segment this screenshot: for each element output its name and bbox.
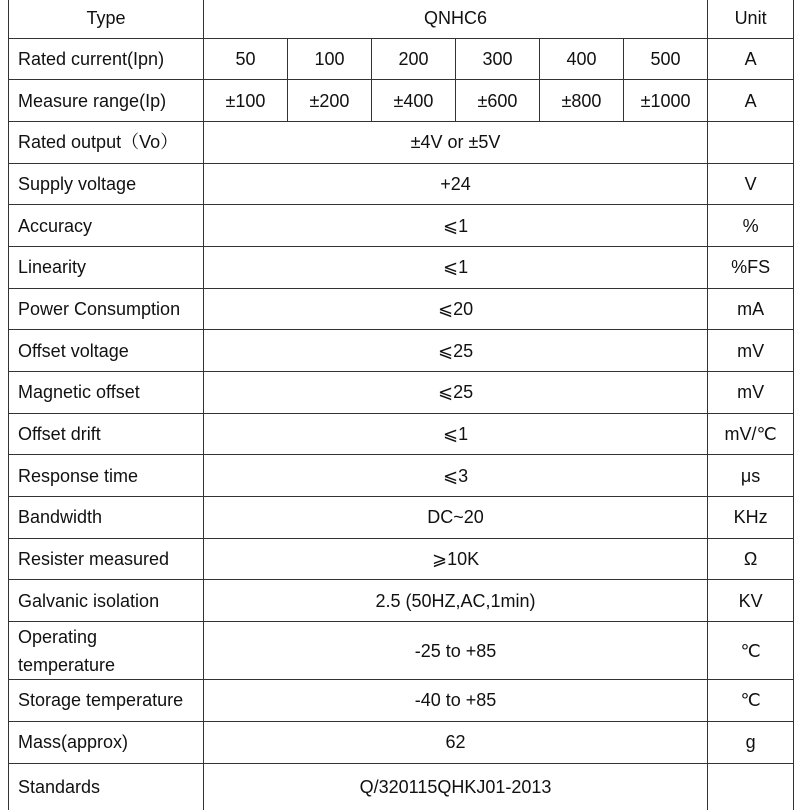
- value-cell: ⩽20: [204, 288, 708, 330]
- value-cell: ⩽3: [204, 455, 708, 497]
- value-cell: 62: [204, 721, 708, 763]
- cell: 100: [288, 38, 372, 80]
- value-cell: -25 to +85: [204, 622, 708, 680]
- table-row: [9, 330, 794, 372]
- cell: ±100: [204, 80, 288, 122]
- cell: ±800: [540, 80, 624, 122]
- table-row: [9, 413, 794, 455]
- table-row: [9, 121, 794, 163]
- unit-cell: ℃: [708, 622, 794, 680]
- unit-cell: [708, 763, 794, 810]
- unit-cell: KV: [708, 580, 794, 622]
- value-cell: Q/320115QHKJ01-2013: [204, 763, 708, 810]
- cell: ±1000: [624, 80, 708, 122]
- table-row: [9, 205, 794, 247]
- row-label: Response time: [9, 455, 204, 497]
- row-label: Resister measured: [9, 538, 204, 580]
- table-row: [9, 497, 794, 539]
- row-label: Galvanic isolation: [9, 580, 204, 622]
- unit-cell: mV/℃: [708, 413, 794, 455]
- table-row: [9, 372, 794, 414]
- unit-cell: μs: [708, 455, 794, 497]
- value-cell: ⩽25: [204, 372, 708, 414]
- model-header: QNHC6: [204, 0, 708, 38]
- unit-cell: KHz: [708, 497, 794, 539]
- row-label: Power Consumption: [9, 288, 204, 330]
- table-row: [9, 246, 794, 288]
- unit-cell: mV: [708, 330, 794, 372]
- unit-cell: [708, 121, 794, 163]
- value-cell: ⩽1: [204, 413, 708, 455]
- cell: ±200: [288, 80, 372, 122]
- table-row: [9, 680, 794, 722]
- value-cell: ⩾10K: [204, 538, 708, 580]
- table-row: [9, 580, 794, 622]
- header-row: [9, 0, 794, 38]
- unit-cell: g: [708, 721, 794, 763]
- unit-cell: %: [708, 205, 794, 247]
- value-cell: DC~20: [204, 497, 708, 539]
- unit-cell: %FS: [708, 246, 794, 288]
- cell: 400: [540, 38, 624, 80]
- unit-cell: mV: [708, 372, 794, 414]
- table-row: [9, 455, 794, 497]
- unit-header: Unit: [708, 0, 794, 38]
- table-row: [9, 80, 794, 122]
- value-cell: ⩽25: [204, 330, 708, 372]
- unit-cell: Ω: [708, 538, 794, 580]
- row-label: Magnetic offset: [9, 372, 204, 414]
- row-label: Operating temperature: [9, 622, 204, 680]
- unit-cell: ℃: [708, 680, 794, 722]
- table-row: [9, 288, 794, 330]
- table-row: [9, 38, 794, 80]
- row-label: Supply voltage: [9, 163, 204, 205]
- table-row: [9, 163, 794, 205]
- row-label: Offset drift: [9, 413, 204, 455]
- table-row: [9, 721, 794, 763]
- value-cell: 2.5 (50HZ,AC,1min): [204, 580, 708, 622]
- cell: 200: [372, 38, 456, 80]
- row-label: Storage temperature: [9, 680, 204, 722]
- row-label: Accuracy: [9, 205, 204, 247]
- cell: 50: [204, 38, 288, 80]
- spec-table: [8, 0, 794, 810]
- row-label: Mass(approx): [9, 721, 204, 763]
- row-label: Measure range(Ip): [9, 80, 204, 122]
- row-label: Bandwidth: [9, 497, 204, 539]
- table-row: [9, 622, 794, 680]
- row-label: Rated output（Vo）: [9, 121, 204, 163]
- value-cell: -40 to +85: [204, 680, 708, 722]
- unit-cell: A: [708, 38, 794, 80]
- value-cell: +24: [204, 163, 708, 205]
- unit-cell: mA: [708, 288, 794, 330]
- row-label: Rated current(Ipn): [9, 38, 204, 80]
- row-label: Linearity: [9, 246, 204, 288]
- row-label: Standards: [9, 763, 204, 810]
- row-label: Offset voltage: [9, 330, 204, 372]
- unit-cell: V: [708, 163, 794, 205]
- table-row: [9, 538, 794, 580]
- value-cell: ⩽1: [204, 246, 708, 288]
- cell: 300: [456, 38, 540, 80]
- cell: 500: [624, 38, 708, 80]
- cell: ±400: [372, 80, 456, 122]
- value-cell: ⩽1: [204, 205, 708, 247]
- value-cell: ±4V or ±5V: [204, 121, 708, 163]
- unit-cell: A: [708, 80, 794, 122]
- table-row: [9, 763, 794, 810]
- cell: ±600: [456, 80, 540, 122]
- type-header: Type: [9, 0, 204, 38]
